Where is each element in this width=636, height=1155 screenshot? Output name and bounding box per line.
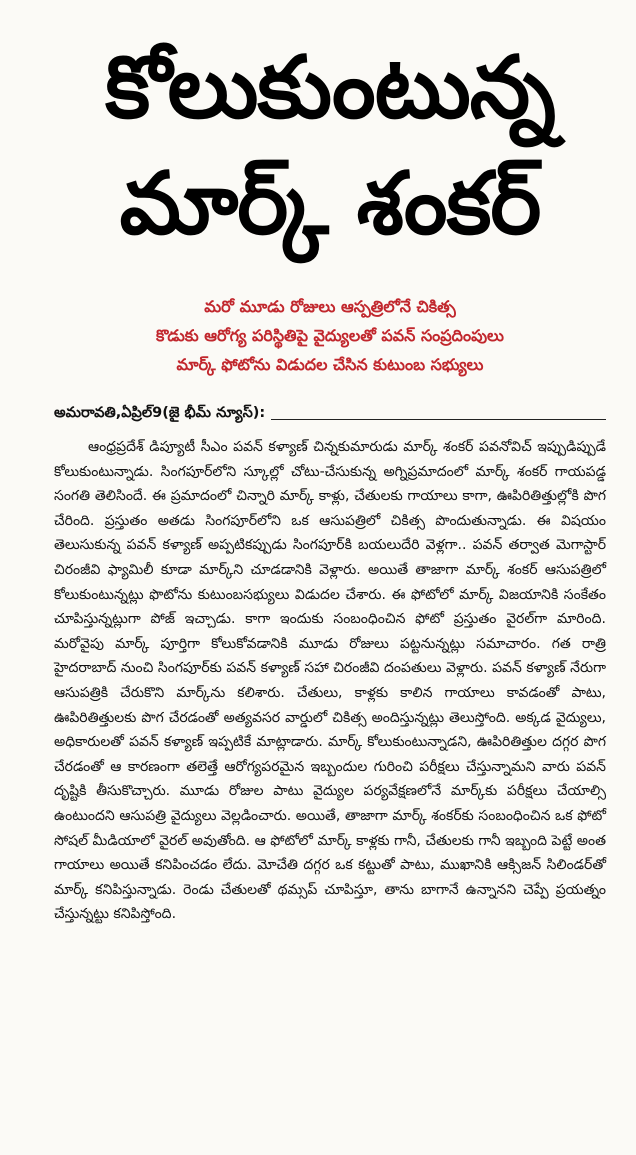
dateline-row bbox=[54, 403, 606, 423]
headline bbox=[54, 34, 606, 258]
subheadline-3: మార్క్ ఫోటోను విడుదల చేసిన కుటుంబ సభ్యులు bbox=[176, 355, 484, 374]
subheadline-block bbox=[54, 292, 606, 379]
subheadline-2: కొడుకు ఆరోగ్య పరిస్థితిపై వైద్యులతో పవన్ సంప్రదింపులు bbox=[156, 326, 504, 345]
article-paragraph: ఆంధ్రప్రదేశ్ డిప్యూటీ సీఎం పవన్ కళ్యాణ్ చిన్నకుమారుడు మార్క్ శంకర్ పవనోవిచ్ ఇప్పుడిప్పుడే కోలుకుంటున్నాడు. సింగపూర్‌లోని స్కూల్లో చోటు-చేసుకున్న అగ్నిప్రమాదంలో మార్క్ శంకర్ గాయపడ్డ సంగతి తెలిసిందే. ఈ ప్రమాదంలో చిన్నారి మార్క్ కాళ్లు, చేతులకు గాయాలు కాగా, ఊపిరితిత్తుల్లోకి పొగ చేరింది. ప్రస్తుతం అతడు సింగపూర్‌లోని ఒక ఆసుపత్రిలో చికిత్స పొందుతున్నాడు. ఈ విషయం తెలుసుకున్న పవన్ కళ్యాణ్ అప్పటికప్పుడు సింగపూర్‌కి బయలుదేరి వెళ్లగా.. పవన్ తర్వాత మెగాస్టార్ చిరంజీవి ఫ్యామిలీ కూడా మార్క్‌ని చూడడానికి వెళ్లారు. అయితే తాజాగా మార్క్ శంకర్ ఆసుపత్రిలో కోలుకుంటున్నట్లు ఫొటోను కుటుంబసభ్యులు విడుదల చేశారు. ఈ ఫోటోలో మార్క్ విజయానికి సంకేతం చూపిస్తున్నట్లుగా పోజ్ ఇచ్చాడు. కాగా ఇందుకు సంబంధించిన ఫోటో ప్రస్తుతం వైరల్‌గా మారింది. మరోవైపు మార్క్ పూర్తిగా కోలుకోవడానికి మూడు రోజులు పట్టనున్నట్లు సమాచారం. గత రాత్రి హైదరాబాద్ నుంచి సింగపూర్‌కు పవన్ కళ్యాణ్ సహా చిరంజీవి దంపతులు వెళ్లారు. పవన్ కళ్యాణ్ నేరుగా ఆసుపత్రికి చేరుకొని మార్క్‌ను కలిశారు. చేతులు, కాళ్లకు కాలిన గాయాలు కావడంతో పాటు, ఊపిరితిత్తులకు పొగ చేరడంతో అత్యవసర వార్డులో చికిత్స అందిస్తున్నట్లు తెలుస్తోంది. అక్కడ వైద్యులు, అధికారులతో పవన్ కళ్యాణ్ ఇప్పటికే మాట్లాడారు. మార్క్ కోలుకుంటున్నాడని, ఊపిరితిత్తుల దగ్గర పొగ చేరడంతో ఆ కారణంగా తలెత్తే ఆరోగ్యపరమైన ఇబ్బందుల గురించి పరీక్షలు చేస్తున్నామని వారు పవన్ దృష్టికి తీసుకొచ్చారు. మూడు రోజుల పాటు వైద్యుల పర్యవేక్షణలోనే మార్క్‌కు పరీక్షలు చేయాల్సి ఉంటుందని ఆసుపత్రి వైద్యులు వెల్లడించారు. అయితే, తాజాగా మార్క్ శంకర్‌కు సంబంధించిన ఒక ఫోటో సోషల్ మీడియాలో వైరల్ అవుతోంది. ఆ ఫోటోలో మార్క్ కాళ్లకు గానీ, చేతులకు గానీ ఇబ్బంది పెట్టే అంత గాయాలు అయితే కనిపించడం లేదు. మోచేతి దగ్గర ఒక కట్టుతో పాటు, ముఖానికి ఆక్సిజన్ సిలిండర్‌తో మార్క్ కనిపిస్తున్నాడు. రెండు చేతులతో థమ్సప్ చూపిస్తూ, తాను బాగానే ఉన్నానని చెప్పే ప్రయత్నం చేస్తున్నట్టు కనిపిస్తోంది. bbox=[54, 439, 606, 923]
subheadline-1: మరో మూడు రోజులు ఆస్పత్రిలోనే చికిత్స bbox=[204, 297, 456, 316]
dateline: అమరావతి,ఏప్రిల్9(జై భీమ్ న్యూస్): bbox=[54, 405, 266, 421]
headline-line-2: మార్క్ శంకర్ bbox=[119, 154, 541, 254]
headline-line-1: కోలుకుంటున్న bbox=[105, 38, 555, 138]
article-body bbox=[54, 435, 606, 927]
dateline-rule bbox=[271, 419, 606, 420]
